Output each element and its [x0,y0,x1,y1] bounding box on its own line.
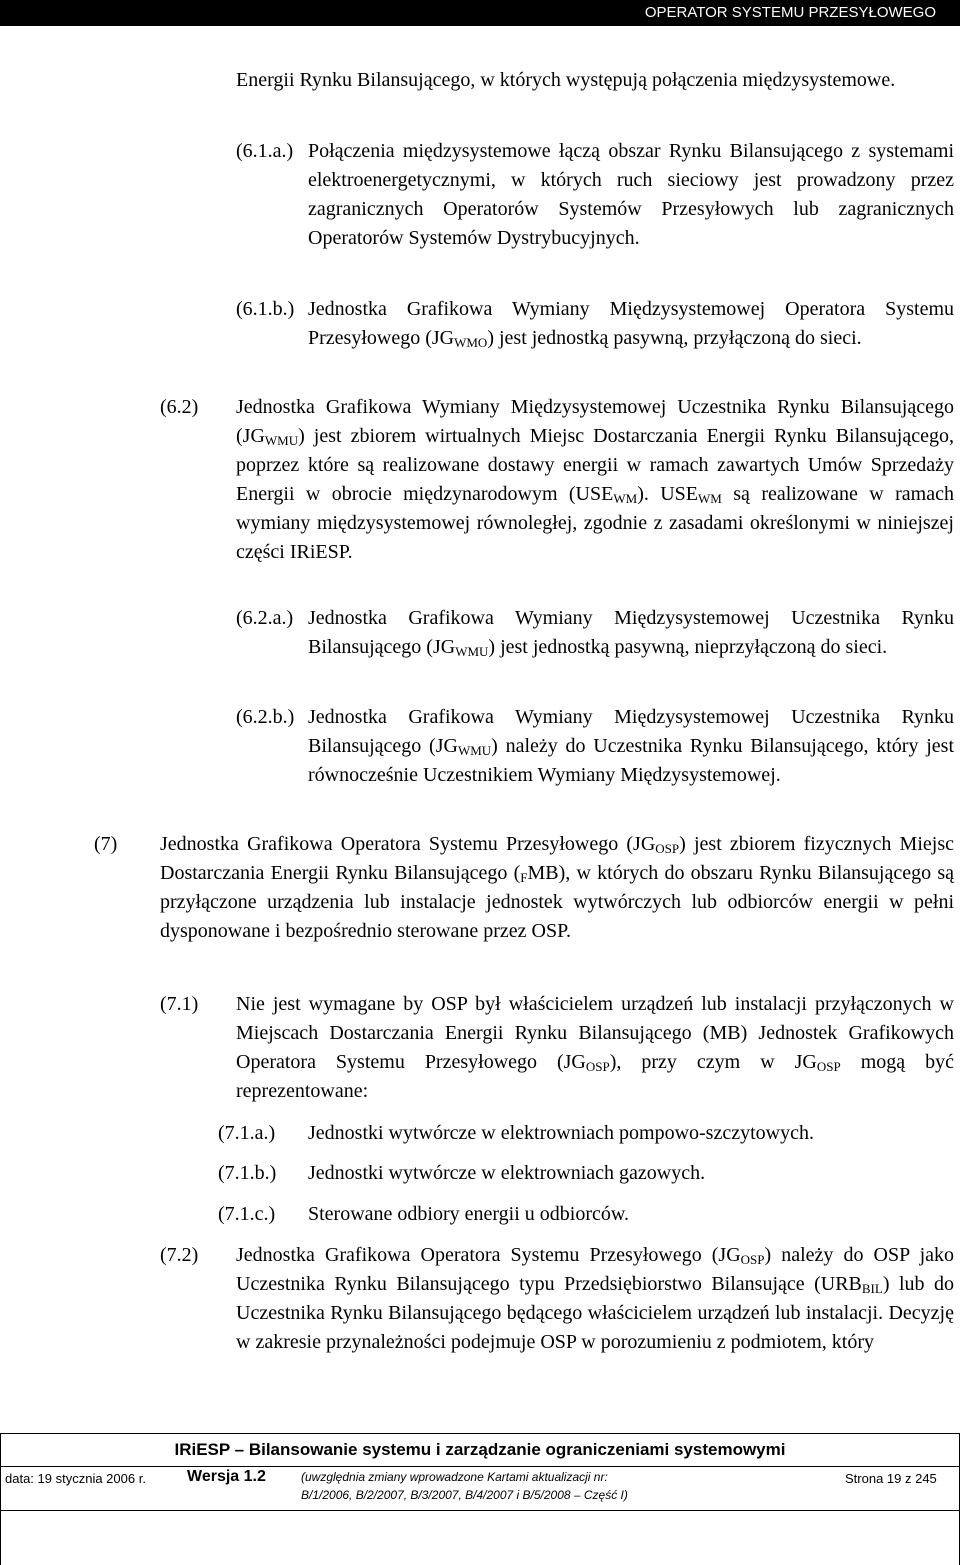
paragraph-6-2: Jednostka Grafikowa Wymiany Międzysystemowej Uczestnika Rynku Bilansującego $(JG_{WMU})$ jest zbiorem wirtualnych Miejsc Dostarczania Energii Rynku Bilansującego, poprzez które są realizowane dostawy energii w ramach zawartych Umów Sprzedaży Energii w obrocie międzynarodowym $(USE_{WM})$. $USE_{WM}$ są realizowane w ramach wymiany międzysystemowej równoległej, zgodnie z zasadami określonymi w niniejszej części IRiESP. [236,396,954,563]
paragraph-6-2-b: Jednostka Grafikowa Wymiany Międzysystemowej Uczestnika Rynku Bilansującego $(JG_{WMU})$ należy do Uczestnika Rynku Bilansującego, który jest równocześnie Uczestnikiem Wymiany Międzysystemowej. [308,706,955,786]
section-number-7-2: (7.2) [160,1244,199,1266]
section-number-6-1-a: (6.1.a.) [236,140,294,162]
list-item-7-1-a: Jednostki wytwórcze w elektrowniach pompowo-szczytowych. [308,1122,814,1144]
subscript: WMO [454,335,488,350]
subscript: F [520,870,528,885]
footer-note-line-2: B/1/2006, B/2/2007, B/3/2007, B/4/2007 i B/5/2008 – Część I) [301,1488,628,1502]
paragraph-6-2-a: Jednostka Grafikowa Wymiany Międzysystemowej Uczestnika Rynku Bilansującego $(JG_{WMU})$ jest jednostką pasywną, nieprzyłączoną do sieci. [308,607,954,659]
subscript: OSP [740,1252,765,1267]
subscript: OSP [585,1059,610,1074]
footer-page-number: Strona 19 z 245 [845,1471,937,1486]
section-number-6-2-b: (6.2.b.) [236,706,295,728]
subscript: WMU [457,743,492,758]
subscript: WM [698,491,722,506]
footer-amendment-note [301,1466,721,1512]
footer-version: Wersja 1.2 [187,1468,266,1485]
paragraph-7-2: Jednostka Grafikowa Operatora Systemu Przesyłowego $(JG_{OSP})$ należy do OSP jako Uczestnika Rynku Bilansującego typu Przedsiębiorstwo Bilansujące $(URB_{BIL})$ lub do Uczestnika Rynku Bilansującego będącego właścicielem urządzeń lub instalacji. Decyzję w zakresie przynależności podejmuje OSP w porozumieniu z podmiotem, który [236,1244,955,1353]
footer-info-row [1,1466,959,1511]
subscript: WM [613,491,638,506]
footer-date: data: 19 stycznia 2006 r. [5,1471,146,1486]
section-number-6-2-a: (6.2.a.) [236,607,294,629]
footer-note-line-1: (uwzględnia zmiany wprowadzone Kartami aktualizacji nr: [301,1470,608,1484]
section-number-6-1-b: (6.1.b.) [236,298,295,320]
subscript: BIL [861,1281,883,1296]
page-footer [0,1433,960,1565]
footer-title: IRiESP – Bilansowanie systemu i zarządzanie ograniczeniami systemowymi [1,1434,959,1467]
section-number-6-2: (6.2) [160,396,199,418]
paragraph-6-1-b: Jednostka Grafikowa Wymiany Międzysystemowej Operatora Systemu Przesyłowego $(JG_{WMO})$ jest jednostką pasywną, przyłączoną do sieci. [308,298,954,350]
section-number-7: (7) [94,833,118,855]
subscript: OSP [655,841,680,856]
paragraph-6-1-a: Połączenia międzysystemowe łączą obszar Rynku Bilansującego z systemami elektroenergetycznymi, w których ruch sieciowy jest prowadzony przez zagranicznych Operatorów Systemów Przesyłowych lub zagranicznych Operatorów Systemów Dystrybucyjnych. [308,140,954,249]
section-number-7-1-a: (7.1.a.) [218,1122,276,1144]
paragraph-6-continuation: Energii Rynku Bilansującego, w których występują połączenia międzysystemowe. [236,69,896,91]
header-title: OPERATOR SYSTEMU PRZESYŁOWEGO [644,4,936,21]
section-number-7-1-b: (7.1.b.) [218,1162,277,1184]
subscript: OSP [816,1059,841,1074]
list-item-7-1-c: Sterowane odbiory energii u odbiorców. [308,1203,630,1225]
section-number-7-1-c: (7.1.c.) [218,1203,276,1225]
page-header [0,0,960,26]
paragraph-7-1: Nie jest wymagane by OSP był właścicielem urządzeń lub instalacji przyłączonych w Miejscach Dostarczania Energii Rynku Bilansującego (MB) Jednostek Grafikowych Operatora Systemu Przesyłowego $(JG_{OSP})$, przy czym w $JG_{OSP}$ mogą być reprezentowane: [236,993,954,1102]
paragraph-7: Jednostka Grafikowa Operatora Systemu Przesyłowego $(JG_{OSP})$ jest zbiorem fizycznych Miejsc Dostarczania Energii Rynku Bilansującego $(_FMB)$, w których do obszaru Rynku Bilansującego są przyłączone urządzenia lub instalacje jednostek wytwórczych lub odbiorców energii w pełni dysponowane i bezpośrednio sterowane przez OSP. [160,833,954,942]
subscript: WMU [455,644,489,659]
list-item-7-1-b: Jednostki wytwórcze w elektrowniach gazowych. [308,1162,706,1184]
section-number-7-1: (7.1) [160,993,199,1015]
subscript: WMU [264,433,299,448]
